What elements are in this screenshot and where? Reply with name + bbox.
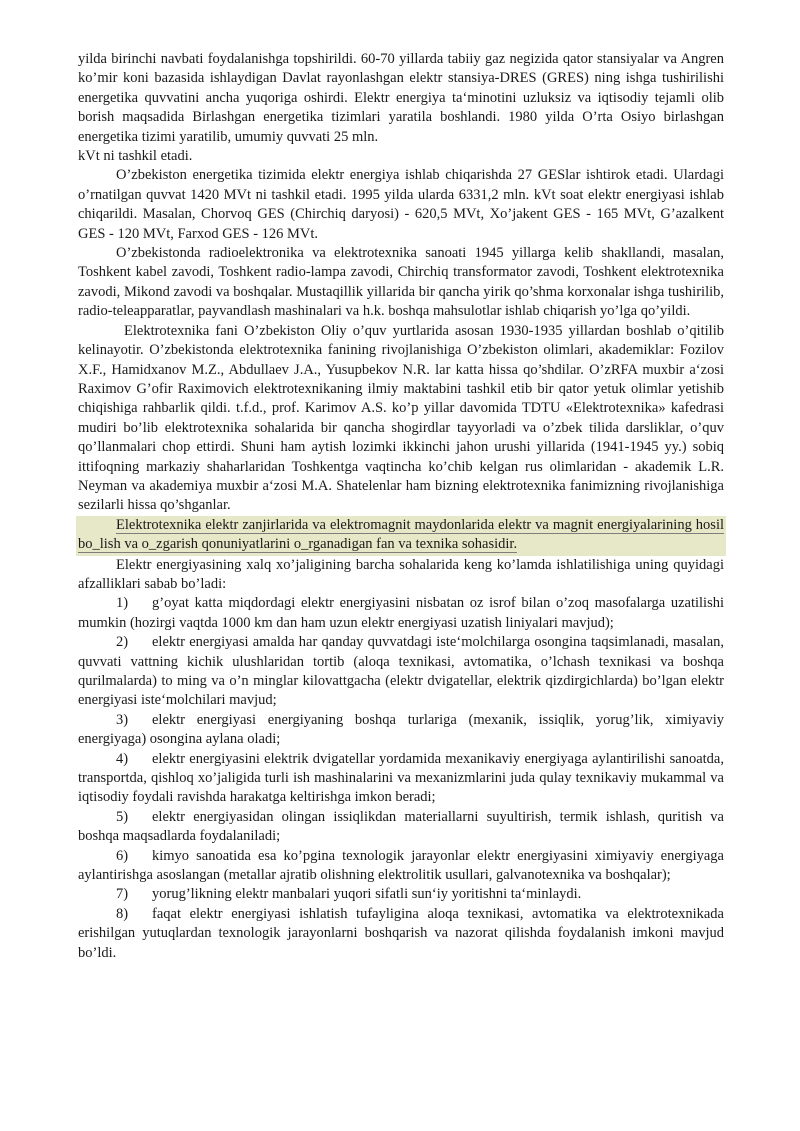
list-item-text: elektr energiyasi energiyaning boshqa turlariga (mexanik, issiqlik, yorug’lik, ximiyaviy energiyaga) osongina aylana oladi; [78, 711, 724, 748]
list-item-text: elektr energiyasini elektrik dvigatellar yordamida mexanikaviy energiyaga aylantirilishi sanoatda, transportda, qishloq xo’jaligida turli ish mashinalarini va mexanizmlarini juda qulay texnikaviy mukammal va iqtisodiy foydali ravishda harakatga keltirishga imkon beradi; [78, 750, 724, 806]
list-item [78, 808, 724, 847]
list-item-text: faqat elektr energiyasi ishlatish tufayligina aloqa texnikasi, avtomatika va elektrotexnikada erishilgan yutuqlardan texnologik jarayonlarni boshqarish va nazorat qilishda foydalanish imkoni mavjud bo’ldi. [78, 905, 724, 961]
list-item [78, 847, 724, 886]
list-item-number: 2) [116, 634, 129, 651]
list-item [78, 633, 724, 711]
list-item [78, 750, 724, 808]
list-item-text: g’oyat katta miqdordagi elektr energiyasini nisbatan oz isrof bilan o’zoq masofalarga uzatilishi mumkin (hozirgi vaqtda 1000 km dan ham uzun elektr energiyasi uzatish liniyalari mavjud); [78, 595, 724, 631]
list-item-number: 1) [116, 595, 129, 612]
list-item-text: yorug’likning elektr manbalari yuqori sifatli sun‘iy yoritishni ta‘minlaydi. [152, 886, 582, 903]
list-item-number: 5) [116, 808, 129, 825]
list-item-number: 7) [116, 886, 129, 903]
paragraph-industry: O’zbekistonda radioelektronika va elektrotexnika sanoati 1945 yillarga kelib shakllandi, masalan, Toshkent kabel zavodi, Toshkent radio-lampa zavodi, Chirchiq transformator zavodi, Toshkent elektrotexnika zavodi, Mikond zavodi va boshqalar. Mustaqillik yillarida bir qancha yirik qo’shma korxonalar ishga tushirilib, radio-teleapparatlar, payvandlash mashinalari va h.k. boshqa mahsulotlar ishlab chiqarish yo’lga qo’yildi. [78, 245, 724, 320]
definition-text: Elektrotexnika elektr zanjirlarida va elektromagnit maydonlarida elektr va magnit energiyalarining hosil bo_lish va o_zgarish qonuniyatlarini o_rganadigan fan va texnika sohasidir. [78, 516, 724, 553]
advantages-list [78, 594, 724, 963]
highlighted-definition [76, 516, 726, 556]
paragraph-scientists: Elektrotexnika fani O’zbekiston Oliy o’quv yurtlarida asosan 1930-1935 yillardan boshlab o’qitilib kelinayotir. O’zbekistonda elektrotexnika fanining rivojlanishiga O’zbekiston olimlari, akademiklar: Fozilov X.F., Hamidxanov M.Z., Abdullaev J.A., Yusupbekov N.R. lar katta hissa qo’shdilar. O’zRFA muxbir a‘zosi Raximov G’ofir Raximovich elektrotexnikaning ilmiy maktabini tashkil etib bir qator yetuk olimlar yetishib chiqishiga rahbarlik qildi. t.f.d., prof. Karimov A.S. ko’p yillar davomida TDTU «Elektrotexnika» kafedrasi mudiri bo’lib elektrotexnika sohalarida bir qancha shogirdlar tayyorladi va o’zbek tilida darsliklar, o’quv qo’llanmalari chop ettirdi. Shuni ham aytish lozimki ikkinchi jahon urushi yillarida (1941-1945 yy.) sobiq ittifoqning markaziy shaharlaridan Toshkentga vaqtincha ko’chib kelgan rus olimlaridan - akademik L.R. Neyman va akademiya muxbir a‘zosi M.A. Shatelenlar ham bizning elektrotexnika fanimizning rivojlanishiga sezilarli hissa qo’shganlar. [78, 322, 724, 514]
list-item-number: 3) [116, 711, 129, 728]
paragraph-history-energy-cont: kVt ni tashkil etadi. [78, 148, 193, 165]
paragraph-history-energy: yilda birinchi navbati foydalanishga topshirildi. 60-70 yillarda tabiiy gaz negizida qator stansiyalar va Angren ko’mir koni bazasida ishlaydigan Davlat rayonlashgan elektr stansiya-DRES (GRES) ning ishga tushirilishi energetika quvvatini ancha yuqoriga oshirdi. Elektr energiya ta‘minotini uzluksiz va iqtisodiy tejamli olib borish maqsadida Birlashgan energetika tizimlari yaratila boshlandi. 1980 yilda O’rta Osiyo birlashgan energetika tizimi yaratilib, umumiy quvvati 25 mln. [78, 51, 724, 145]
paragraph-advantages-intro: Elektr energiyasining xalq xo’jaligining barcha sohalarida keng ko’lamda ishlatilishiga uning quyidagi afzalliklari sabab bo’ladi: [78, 556, 724, 592]
list-item [78, 885, 724, 904]
list-item-number: 8) [116, 905, 129, 922]
list-item-number: 4) [116, 750, 129, 767]
list-item [78, 905, 724, 963]
list-item-text: elektr energiyasi amalda har qanday quvvatdagi iste‘molchilarga osongina taqsimlanadi, masalan, quvvati vattning kichik ulushlaridan tortib (aloqa texnikasi, avtomatika, o’lchash texnikasi va boshqa qurilmalarda) to ming va o’n minglar kilovattgacha (elektr dvigatellar, elektrik qizdirgichlarda) bo’lgan elektr energiyasi iste‘molchilari mavjud; [78, 634, 724, 709]
paragraph-hydro-stations: O’zbekiston energetika tizimida elektr energiya ishlab chiqarishda 27 GESlar ishtirok etadi. Ulardagi o’rnatilgan quvvat 1420 MVt ni tashkil etadi. 1995 yilda ularda 6331,2 mln. kVt soat elektr energiyasi ishlab chiqarildi. Masalan, Chorvoq GES (Chirchiq daryosi) - 620,5 MVt, Xo’jakent GES - 165 MVt, G’azalkent GES - 120 MVt, Farxod GES - 126 MVt. [78, 167, 724, 242]
list-item-text: kimyo sanoatida esa ko’pgina texnologik jarayonlar elektr energiyasini ximiyaviy energiyaga aylantirishga asoslangan (metallar ajratib olishning elektrolitik usullari, galvanotexnika va boshqalar); [78, 847, 724, 884]
list-item-number: 6) [116, 847, 129, 864]
list-item-text: elektr energiyasidan olingan issiqlikdan materiallarni suyultirish, termik ishlash, quritish va boshqa maqsadlarda foydalaniladi; [78, 808, 724, 845]
list-item [78, 711, 724, 750]
list-item [78, 594, 724, 633]
